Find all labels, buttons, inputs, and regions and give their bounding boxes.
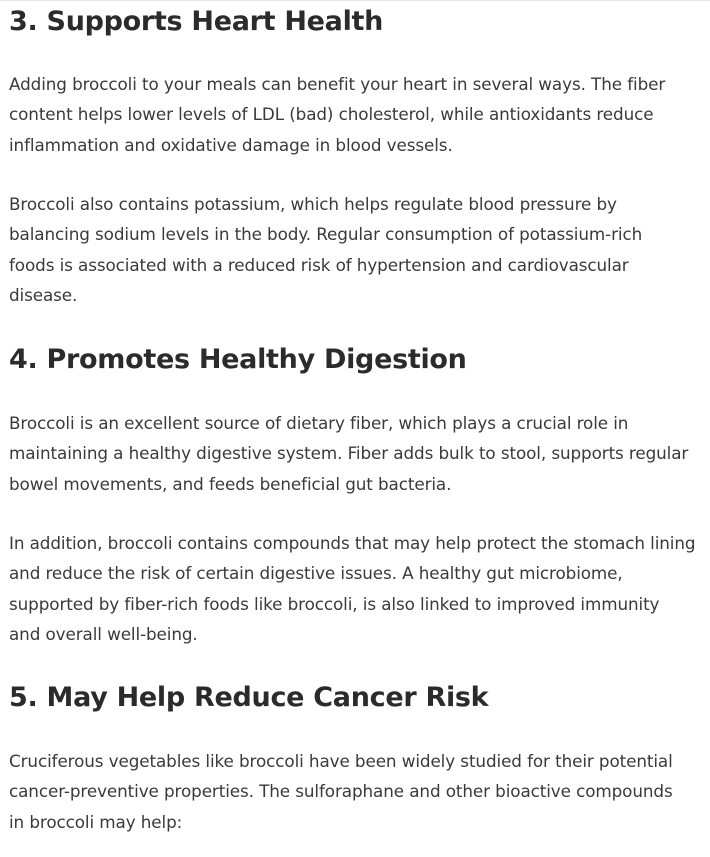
text-line: balancing sodium levels in the body. Regular consumption of potassium-rich — [9, 224, 643, 245]
text-line: Adding broccoli to your meals can benefit your heart in several ways. The fiber — [9, 74, 666, 94]
text-line: cancer-preventive properties. The sulforaphane and other bioactive compounds — [9, 781, 673, 802]
text-line: supported by fiber-rich foods like broccoli, is also linked to improved immunity — [9, 593, 660, 614]
text-line: maintaining a healthy digestive system. Fiber adds bulk to stool, supports regular — [9, 443, 689, 464]
paragraph-heart-fiber — [9, 69, 665, 160]
paragraph-digestion-fiber — [9, 408, 688, 499]
text-line: in broccoli may help: — [9, 811, 183, 832]
paragraph-heart-potassium — [9, 189, 642, 311]
paragraph-cancer-prevention — [9, 746, 673, 837]
text-line: Cruciferous vegetables like broccoli have been widely studied for their potential — [9, 751, 673, 771]
text-line: bowel movements, and feeds beneficial gut bacteria. — [9, 473, 452, 494]
text-line: inflammation and oxidative damage in blood vessels. — [9, 134, 453, 155]
section-heading-cancer-risk: 5. May Help Reduce Cancer Risk — [9, 682, 489, 713]
text-line: Broccoli also contains potassium, which helps regulate blood pressure by — [9, 194, 617, 214]
text-line: In addition, broccoli contains compounds that may help protect the stomach lining — [9, 533, 696, 553]
text-line: and overall well-being. — [9, 624, 198, 645]
section-heading-heart-health: 3. Supports Heart Health — [9, 6, 384, 37]
text-line: disease. — [9, 285, 78, 306]
paragraph-digestion-microbiome — [9, 528, 695, 650]
text-line: foods is associated with a reduced risk of hypertension and cardiovascular — [9, 254, 629, 275]
text-line: and reduce the risk of certain digestive issues. A healthy gut microbiome, — [9, 563, 623, 584]
text-line: Broccoli is an excellent source of dietary fiber, which plays a crucial role in — [9, 413, 629, 433]
section-heading-digestion: 4. Promotes Healthy Digestion — [9, 344, 467, 375]
text-line: content helps lower levels of LDL (bad) cholesterol, while antioxidants reduce — [9, 104, 654, 125]
